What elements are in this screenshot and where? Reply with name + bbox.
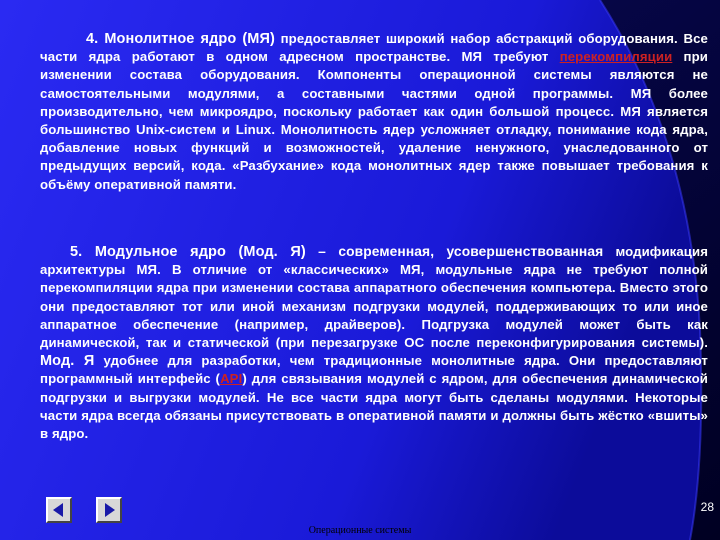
footer-title: Операционные системы [308, 525, 412, 536]
monolithic-kernel-text-2: при изменении состава оборудования. Компоненты операционной системы являются не самостоятельными модулями, а составными частями одной программы. МЯ более производительно, чем микроядро, поскольку работает как один большой процесс. МЯ является большинство Unix-систем и Linux. Монолитность ядер усложняет отладку, понимание кода ядра, добавление новых функций и возможностей, удаление ненужного, унаследованного от предыдущих версий, кода. «Разбухание» кода монолитных ядер также повышает требования к объёму оперативной памяти. [40, 49, 708, 192]
monolithic-kernel-heading: 4. Монолитное ядро (МЯ) [86, 31, 275, 47]
modular-kernel-text-3: ) для связывания модулей с ядром, для обеспечения динамической подгрузки и выгрузки модулей. Не все части ядра могут быть сделаны модулями. Некоторые части ядра всегда обязаны присутствовать в оперативной памяти и должны быть жёстко «вшиты» в ядро. [40, 371, 708, 442]
modular-kernel-text-1: модификация архитектуры МЯ. В отличие от «классических» МЯ, модульные ядра не требуют полной перекомпиляции ядра при изменении состава аппаратного обеспечения компьютера. Вместо этого они предоставляют тот или иной механизм подгрузки модулей, поддерживающих то или иное аппаратное обеспечение (например, драйверов). Подгрузка модулей может быть как динамической, так и статической (при перезагрузке ОС после переконфигурирования системы). [40, 244, 708, 351]
modular-kernel-abbrev: Мод. Я [40, 353, 95, 370]
next-slide-button[interactable] [96, 497, 122, 523]
modular-kernel-heading: 5. Модульное ядро (Мод. Я) [70, 244, 306, 260]
paragraph-monolithic-kernel [40, 30, 708, 194]
page-number: 28 [700, 500, 714, 514]
modular-kernel-text-2: удобнее для разработки, чем традиционные монолитные ядра. Они предоставляют программный интерфейс ( [40, 353, 708, 387]
forward-arrow-icon [98, 499, 120, 521]
monolithic-kernel-text-1: предоставляет широкий набор абстракций оборудования. Все части ядра работают в одном адресном пространстве. МЯ требуют [40, 31, 708, 65]
back-arrow-icon [48, 499, 70, 521]
prev-slide-button[interactable] [46, 497, 72, 523]
recompilation-link[interactable]: перекомпиляции [559, 49, 673, 65]
paragraph-modular-kernel [40, 243, 708, 443]
api-link[interactable]: API [220, 371, 243, 387]
modular-kernel-heading-tail: – современная, усовершенствованная [305, 244, 604, 259]
